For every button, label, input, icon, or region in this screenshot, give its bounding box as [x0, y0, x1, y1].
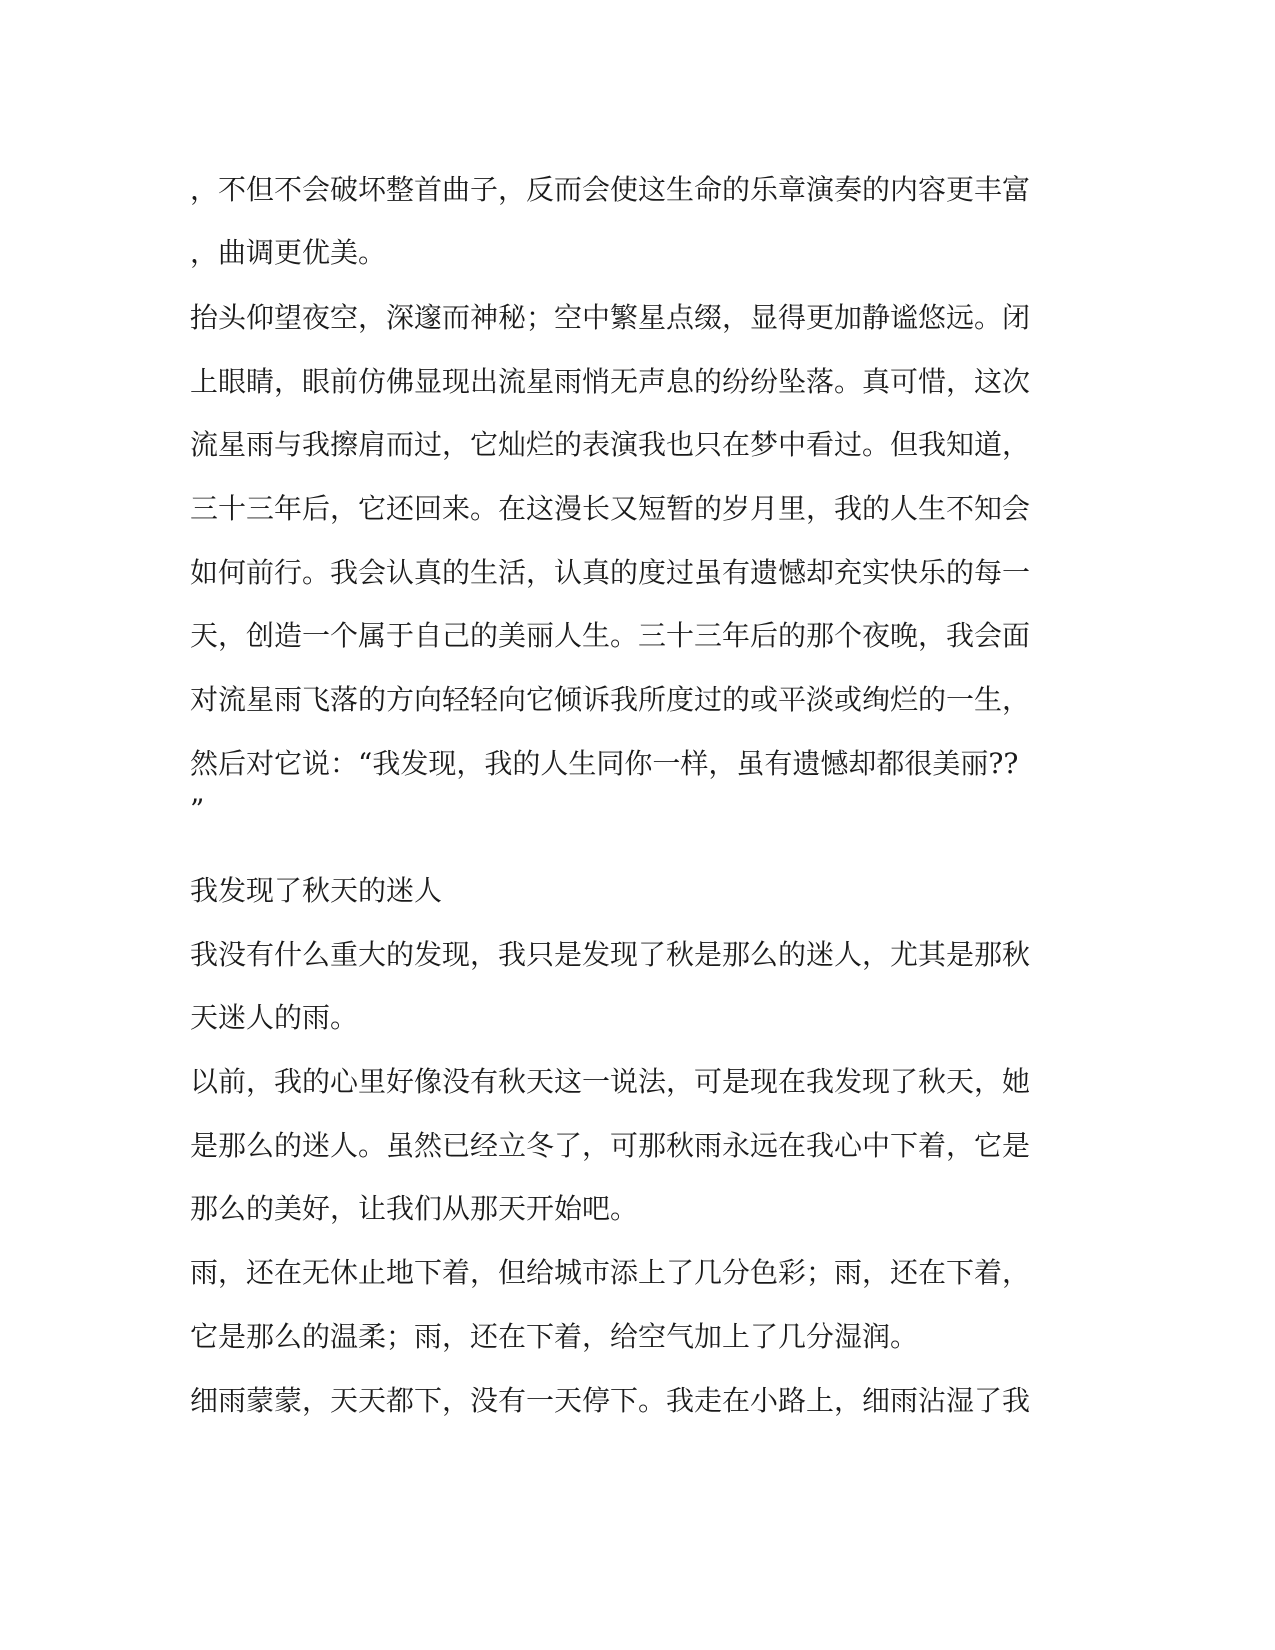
text-line: 那么的美好，让我们从那天开始吧。 — [190, 1192, 639, 1225]
text-line: ” — [190, 793, 205, 826]
section-title: 我发现了秋天的迷人 — [190, 874, 443, 907]
text-line: 我没有什么重大的发现，我只是发现了秋是那么的迷人，尤其是那秋 — [190, 938, 1031, 971]
text-line: 对流星雨飞落的方向轻轻向它倾诉我所度过的或平淡或绚烂的一生， — [190, 683, 1031, 716]
text-line: ，曲调更优美。 — [190, 236, 387, 269]
text-line: 天，创造一个属于自己的美丽人生。三十三年后的那个夜晚，我会面 — [190, 619, 1031, 652]
text-line: 如何前行。我会认真的生活，认真的度过虽有遗憾却充实快乐的每一 — [190, 556, 1031, 589]
text-line: ，不但不会破坏整首曲子，反而会使这生命的乐章演奏的内容更丰富 — [190, 173, 1031, 206]
text-line: 然后对它说：“我发现，我的人生同你一样，虽有遗憾却都很美丽?? — [190, 747, 1019, 780]
text-line: 雨，还在无休止地下着，但给城市添上了几分色彩；雨，还在下着， — [190, 1256, 1031, 1289]
text-line: 以前，我的心里好像没有秋天这一说法，可是现在我发现了秋天，她 — [190, 1065, 1031, 1098]
text-line: 天迷人的雨。 — [190, 1001, 359, 1034]
text-line: 抬头仰望夜空，深邃而神秘；空中繁星点缀，显得更加静谧悠远。闭 — [190, 301, 1031, 334]
text-line: 上眼睛，眼前仿佛显现出流星雨悄无声息的纷纷坠落。真可惜，这次 — [190, 365, 1031, 398]
text-line: 是那么的迷人。虽然已经立冬了，可那秋雨永远在我心中下着，它是 — [190, 1129, 1031, 1162]
text-line: 流星雨与我擦肩而过，它灿烂的表演我也只在梦中看过。但我知道， — [190, 428, 1031, 461]
text-line: 它是那么的温柔；雨，还在下着，给空气加上了几分湿润。 — [190, 1320, 919, 1353]
text-line: 细雨蒙蒙，天天都下，没有一天停下。我走在小路上，细雨沾湿了我 — [190, 1384, 1031, 1417]
text-line: 三十三年后，它还回来。在这漫长又短暂的岁月里，我的人生不知会 — [190, 492, 1031, 525]
